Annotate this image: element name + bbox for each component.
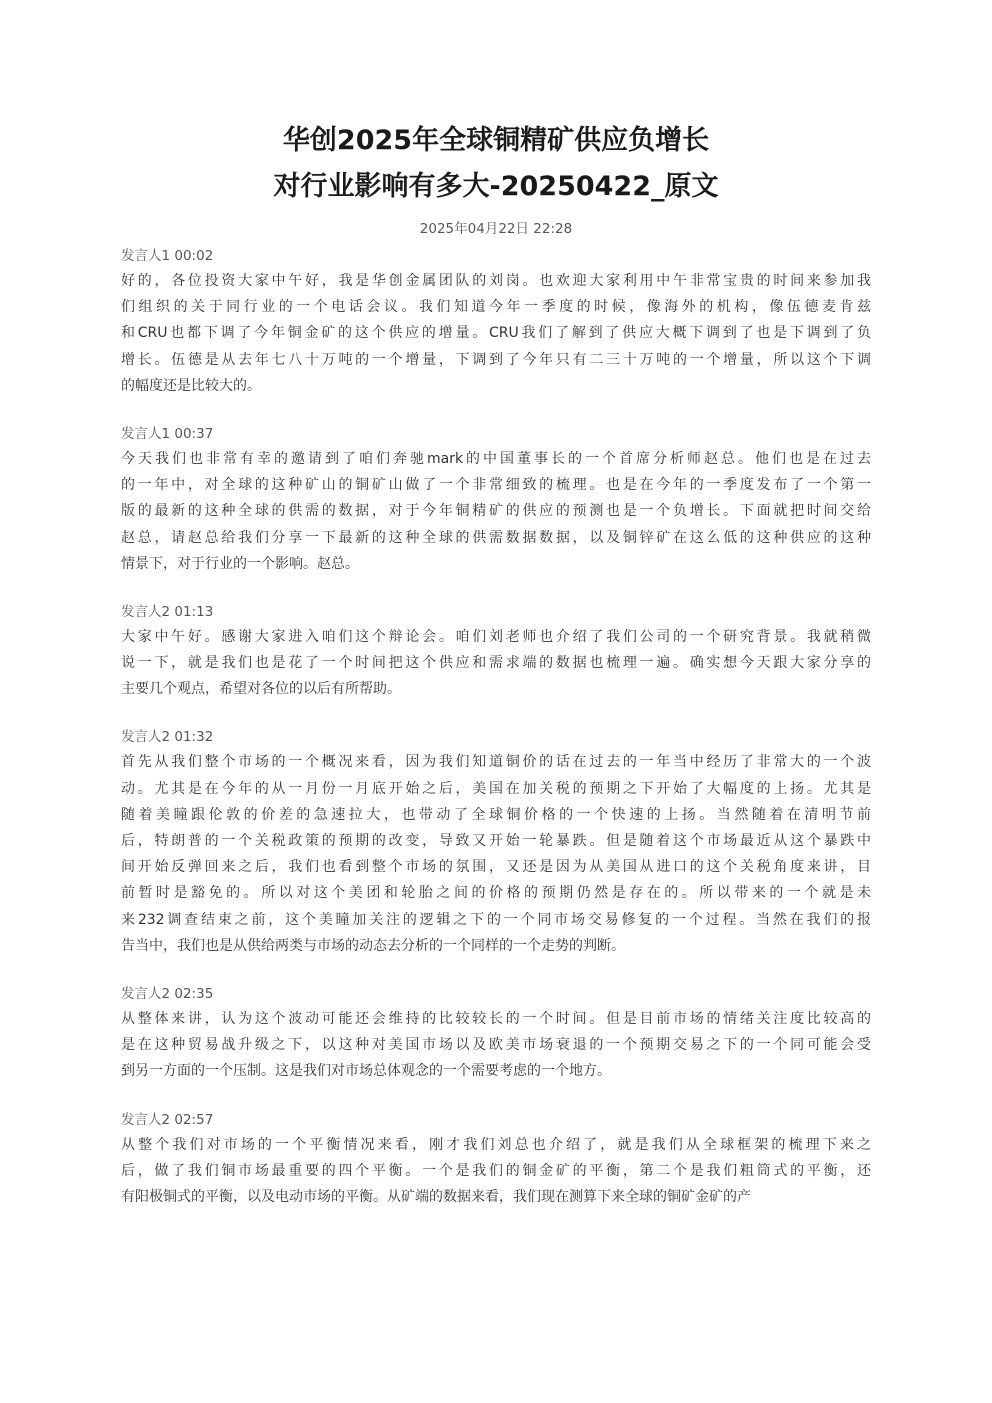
transcript-paragraph [121, 268, 871, 399]
transcript-section [121, 244, 871, 399]
document-datetime: 2025年04月22日 22:28 [419, 221, 573, 237]
title-line-2: 对行业影响有多大-20250422_原文 [273, 171, 719, 202]
paragraph-line: 主要几个观点，希望对各位的以后有所帮助。 [121, 681, 401, 698]
paragraph-line: 增长。伍德是从去年七八十万吨的一个增量，下调到了今年只有二三十万吨的一个增量，所以这个下调 [121, 351, 871, 368]
paragraph-line: 的一年中，对全球的这种矿山的铜矿山做了一个非常细致的梳理。也是在今年的一季度发布了一个第一 [121, 477, 871, 494]
paragraph-line: 动。尤其是在今年的从一月份一月底开始之后，美国在加关税的预期之下开始了大幅度的上扬。尤其是 [121, 780, 871, 797]
paragraph-line: 今天我们也非常有幸的邀请到了咱们奔驰mark的中国董事长的一个首席分析师赵总。他们也是在过去 [121, 450, 871, 467]
transcript-section [121, 600, 871, 703]
transcript-paragraph [121, 749, 871, 959]
paragraph-line: 来232调查结束之前，这个美瞳加关注的逻辑之下的一个同市场交易修复的一个过程。当然在我们的报 [121, 911, 871, 928]
transcript-paragraph [121, 446, 871, 577]
paragraph-line: 后，做了我们铜市场最重要的四个平衡。一个是我们的铜金矿的平衡，第二个是我们粗筒式的平衡，还 [121, 1162, 871, 1179]
speaker-timestamp: 发言人2 01:13 [121, 603, 214, 620]
title-line-1: 华创2025年全球铜精矿供应负增长 [282, 125, 710, 156]
paragraph-line: 随着美瞳跟伦敦的价差的急速拉大，也带动了全球铜价格的一个快速的上扬。当然随着在清明节前 [121, 806, 871, 823]
paragraph-line: 是在这种贸易战升级之下，以这种对美国市场以及欧美市场衰退的一个预期交易之下的一个同可能会受 [121, 1037, 871, 1054]
transcript-section [121, 725, 871, 959]
paragraph-line: 后，特朗普的一个关税政策的预期的改变，导致又开始一轮暴跌。但是随着这个市场最近从这个暴跌中 [121, 833, 871, 849]
paragraph-line: 告当中，我们也是从供给两类与市场的动态去分析的一个同样的一个走势的判断。 [121, 937, 625, 954]
paragraph-line: 们组织的关于同行业的一个电话会议。我们知道今年一季度的时候，像海外的机构，像伍德麦肯兹 [121, 299, 871, 316]
transcript-paragraph [121, 1006, 871, 1085]
transcript-section [121, 982, 871, 1085]
document-title [0, 118, 992, 210]
transcript-paragraph [121, 624, 871, 703]
transcript-body [121, 244, 871, 1233]
paragraph-line: 的幅度还是比较大的。 [121, 377, 261, 394]
speaker-timestamp: 发言人2 02:35 [121, 985, 214, 1002]
speaker-timestamp: 发言人2 01:32 [121, 729, 214, 746]
paragraph-line: 首先从我们整个市场的一个概况来看，因为我们知道铜价的话在过去的一年当中经历了非常大的一个波 [121, 754, 871, 771]
paragraph-line: 从整体来讲，认为这个波动可能还会维持的比较较长的一个时间。但是目前市场的情绪关注度比较高的 [121, 1010, 871, 1027]
paragraph-line: 从整个我们对市场的一个平衡情况来看，刚才我们刘总也介绍了，就是我们从全球框架的梳理下来之 [121, 1136, 871, 1153]
paragraph-line: 到另一方面的一个压制。这是我们对市场总体观念的一个需要考虑的一个地方。 [121, 1063, 611, 1080]
paragraph-line: 好的，各位投资大家中午好，我是华创金属团队的刘岗。也欢迎大家利用中午非常宝贵的时间来参加我 [121, 273, 871, 289]
paragraph-line: 版的最新的这种全球的供需的数据，对于今年铜精矿的供应的预测也是一个负增长。下面就把时间交给 [121, 503, 871, 520]
transcript-section [121, 1108, 871, 1211]
transcript-paragraph [121, 1132, 871, 1211]
paragraph-line: 赵总，请赵总给我们分享一下最新的这种全球的供需数据数据，以及铜锌矿在这么低的这种供应的这种 [121, 529, 871, 546]
paragraph-line: 间开始反弹回来之后，我们也看到整个市场的氛围，又还是因为从美国从进口的这个关税角度来讲，目 [121, 859, 871, 876]
transcript-section [121, 422, 871, 577]
paragraph-line: 说一下，就是我们也是花了一个时间把这个供应和需求端的数据也梳理一遍。确实想今天跟大家分享的 [121, 655, 871, 672]
paragraph-line: 大家中午好。感谢大家进入咱们这个辩论会。咱们刘老师也介绍了我们公司的一个研究背景。我就稍微 [121, 628, 871, 645]
paragraph-line: 情景下，对于行业的一个影响。赵总。 [121, 555, 359, 572]
paragraph-line: 和CRU也都下调了今年铜金矿的这个供应的增量。CRU我们了解到了供应大概下调到了也是下调到了负 [121, 325, 871, 342]
speaker-timestamp: 发言人1 00:02 [121, 248, 214, 264]
paragraph-line: 前暂时是豁免的。所以对这个美团和轮胎之间的价格的预期仍然是存在的。所以带来的一个就是未 [121, 885, 871, 902]
paragraph-line: 有阳极铜式的平衡，以及电动市场的平衡。从矿端的数据来看，我们现在测算下来全球的铜矿金矿的产 [121, 1188, 751, 1205]
speaker-timestamp: 发言人1 00:37 [121, 425, 214, 442]
speaker-timestamp: 发言人2 02:57 [121, 1111, 214, 1128]
